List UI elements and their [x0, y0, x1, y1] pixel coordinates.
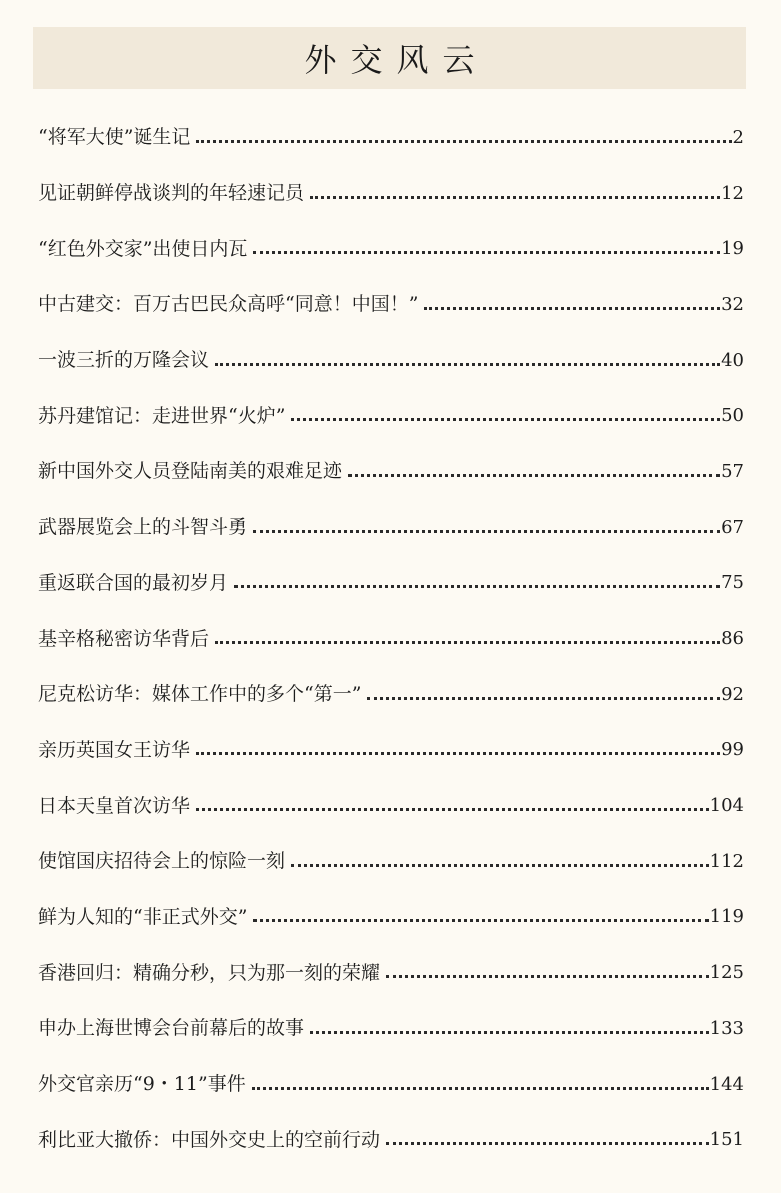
toc-entry[interactable]	[38, 667, 744, 723]
toc-entry-page: 151	[709, 1129, 744, 1151]
toc-entry-title: 尼克松访华：媒体工作中的多个“第一”	[38, 683, 362, 706]
dot-leader	[291, 417, 720, 421]
dot-leader	[196, 139, 731, 143]
toc-entry-title: “红色外交家”出使日内瓦	[38, 237, 248, 260]
dot-leader	[234, 584, 720, 588]
page-title: 外交风云	[304, 41, 489, 79]
toc-entry-title: 亲历英国女王访华	[38, 738, 191, 761]
dot-leader	[215, 640, 720, 644]
dot-leader	[310, 195, 720, 199]
toc-entry-page: 104	[709, 795, 744, 817]
dot-leader	[310, 1030, 709, 1034]
toc-entry-title: 基辛格秘密访华背后	[38, 627, 210, 650]
toc-entry-title: 申办上海世博会台前幕后的故事	[38, 1017, 305, 1040]
dot-leader	[348, 473, 720, 477]
toc-entry[interactable]	[38, 500, 744, 556]
toc-entry[interactable]	[38, 166, 744, 222]
toc-entry-page: 19	[721, 238, 744, 260]
dot-leader	[386, 974, 709, 978]
toc-entry-title: 鲜为人知的“非正式外交”	[38, 905, 248, 928]
toc-entry-page: 40	[721, 349, 744, 371]
toc-entry[interactable]	[38, 221, 744, 277]
toc-entry-title: 外交官亲历“9・11”事件	[38, 1073, 246, 1096]
toc-entry-page: 67	[721, 516, 744, 538]
toc-entry-page: 32	[721, 293, 744, 315]
dot-leader	[386, 1141, 709, 1145]
dot-leader	[424, 306, 720, 310]
dot-leader	[196, 807, 709, 811]
toc-entry-title: 重返联合国的最初岁月	[38, 571, 229, 594]
dot-leader	[253, 250, 720, 254]
toc-entry-title: 中古建交：百万古巴民众高呼“同意！中国！”	[38, 293, 419, 316]
toc-entry-title: 日本天皇首次访华	[38, 794, 191, 817]
toc-entry-title: 见证朝鲜停战谈判的年轻速记员	[38, 182, 305, 205]
toc-entry[interactable]	[38, 778, 744, 834]
toc-entry-title: 利比亚大撤侨：中国外交史上的空前行动	[38, 1128, 381, 1151]
toc-entry-title: 使馆国庆招待会上的惊险一刻	[38, 850, 286, 873]
toc-entry-page: 50	[721, 405, 744, 427]
toc-entry-page: 144	[709, 1073, 744, 1095]
toc-entry[interactable]	[38, 1112, 744, 1168]
toc-entry[interactable]	[38, 444, 744, 500]
table-of-contents	[38, 110, 744, 1168]
toc-entry[interactable]	[38, 945, 744, 1001]
toc-entry-page: 125	[709, 962, 744, 984]
toc-entry-title: 武器展览会上的斗智斗勇	[38, 516, 248, 539]
toc-entry-title: “将军大使”诞生记	[38, 126, 191, 149]
toc-entry-page: 75	[721, 572, 744, 594]
dot-leader	[252, 1086, 709, 1090]
toc-entry[interactable]	[38, 277, 744, 333]
toc-entry[interactable]	[38, 834, 744, 890]
title-banner	[33, 27, 746, 89]
toc-entry[interactable]	[38, 723, 744, 779]
toc-entry-title: 一波三折的万隆会议	[38, 349, 210, 372]
toc-entry-page: 133	[709, 1017, 744, 1039]
dot-leader	[215, 362, 720, 366]
toc-entry-page: 92	[721, 683, 744, 705]
dot-leader	[253, 918, 708, 922]
toc-entry-title: 苏丹建馆记：走进世界“火炉”	[38, 404, 286, 427]
toc-entry-page: 12	[721, 182, 744, 204]
toc-entry[interactable]	[38, 1057, 744, 1113]
dot-leader	[196, 751, 720, 755]
toc-entry[interactable]	[38, 110, 744, 166]
toc-entry[interactable]	[38, 333, 744, 389]
dot-leader	[291, 863, 709, 867]
toc-entry-title: 新中国外交人员登陆南美的艰难足迹	[38, 460, 343, 483]
toc-entry[interactable]	[38, 1001, 744, 1057]
toc-entry-page: 57	[721, 460, 744, 482]
dot-leader	[367, 696, 720, 700]
toc-entry-page: 86	[721, 628, 744, 650]
toc-entry[interactable]	[38, 556, 744, 612]
dot-leader	[253, 529, 720, 533]
toc-entry-page: 112	[709, 850, 744, 872]
toc-entry[interactable]	[38, 388, 744, 444]
toc-entry-page: 2	[732, 126, 744, 148]
toc-entry[interactable]	[38, 611, 744, 667]
toc-entry-title: 香港回归：精确分秒，只为那一刻的荣耀	[38, 961, 381, 984]
toc-entry[interactable]	[38, 890, 744, 946]
toc-entry-page: 119	[709, 906, 744, 928]
toc-entry-page: 99	[721, 739, 744, 761]
